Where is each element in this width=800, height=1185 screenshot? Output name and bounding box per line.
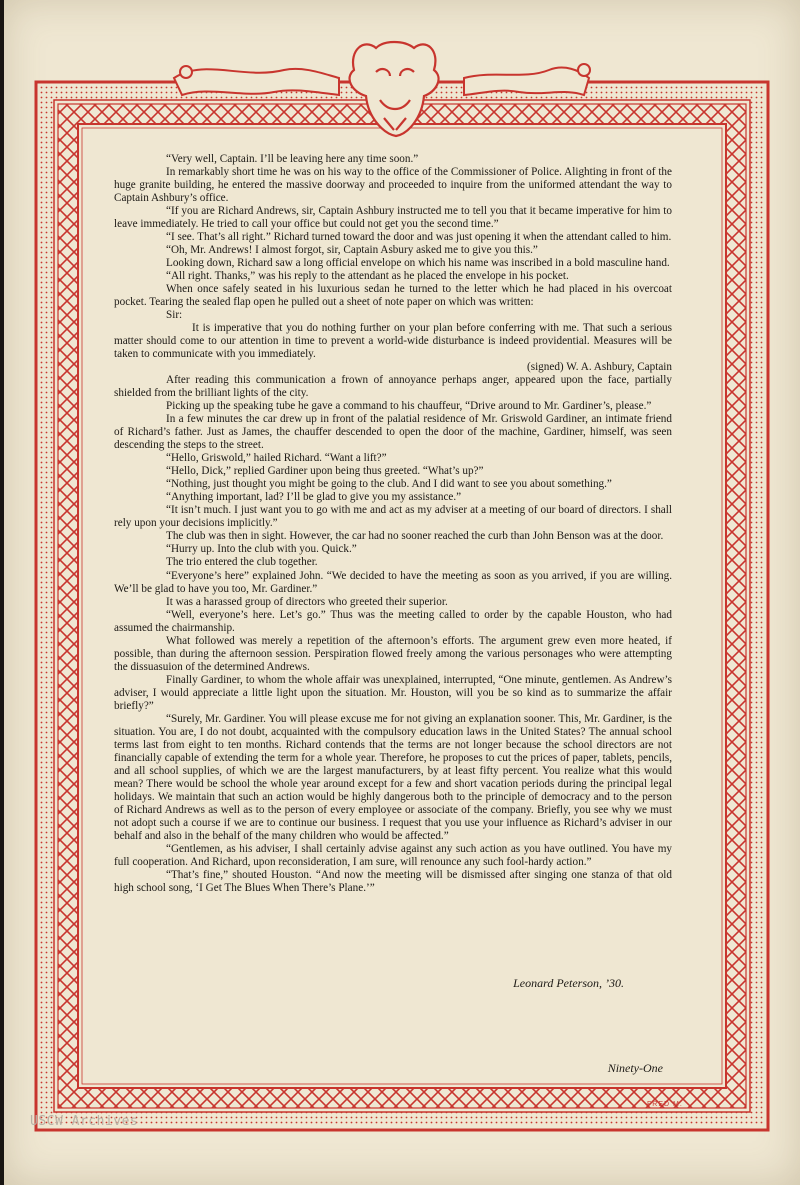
- paragraph: “I see. That’s all right.” Richard turned toward the door and was just opening it when the attendant called to him.: [166, 231, 672, 244]
- paragraph: “Hello, Dick,” replied Gardiner upon being thus greeted. “What’s up?”: [166, 465, 484, 478]
- paragraph: The club was then in sight. However, the car had no sooner reached the curb than John Benson was at the door.: [166, 530, 664, 543]
- page: [4, 0, 800, 1185]
- artist-signature: FRED M.: [647, 1101, 683, 1108]
- paragraph: “Anything important, lad? I’ll be glad to give you my assistance.”: [166, 491, 462, 504]
- paragraph: After reading this communication a frown of annoyance perhaps anger, appeared upon the face, partially shielded from the brilliant lights of the city.: [114, 374, 672, 400]
- paragraph: “Everyone’s here” explained John. “We decided to have the meeting as soon as you arrived, if you are willing. We’ll be glad to have you too, Mr. Gardiner.”: [114, 569, 672, 595]
- letter-signature: (signed) W. A. Ashbury, Captain: [526, 361, 672, 374]
- paragraph: “Well, everyone’s here. Let’s go.” Thus was the meeting called to order by the capable Houston, who had assumed the chairmanship.: [114, 608, 672, 634]
- page-number: Ninety-One: [607, 1061, 663, 1075]
- paragraph: “All right. Thanks,” was his reply to the attendant as he placed the envelope in his pocket.: [166, 270, 569, 283]
- paragraph: “Oh, Mr. Andrews! I almost forgot, sir, Captain Asbury asked me to give you this.”: [166, 244, 538, 257]
- paragraph: The trio entered the club together.: [166, 556, 318, 569]
- paragraph: “Hello, Griswold,” hailed Richard. “Want a lift?”: [166, 452, 387, 465]
- story-text: [114, 153, 672, 895]
- paragraph: “That’s fine,” shouted Houston. “And now the meeting will be dismissed after singing one stanza of that old high school song, ‘I Get The Blues When There’s Plane.’”: [114, 868, 672, 894]
- paragraph: “Very well, Captain. I’ll be leaving here any time soon.”: [166, 153, 419, 165]
- paragraph: “Surely, Mr. Gardiner. You will please excuse me for not giving an explanation sooner. This, Mr. Gardiner, is the situation. You are, I do not doubt, acquainted with the compulsory education laws in the United States? The annual school terms last from eight to ten months. Richard contends that the terms are not longer because the school directors are not financially capable of extending the term for a whole year. Therefore, he proposes to cut the prices of paper, tablets, pencils, and all school supplies, of which we are the largest manufacturers, by at least fifty percent. You realize what this would mean? There would be school the whole year around except for a few and short vacation periods during the principal legal holidays. We maintain that such an action would be highly dangerous both to the principle of democracy and to the person of Richard Andrews as well as to the person of every employee or associate of the company. Briefly, you see why we must not adopt such a course if we are to continue our business. I request that you use your influence as Richard’s adviser in our behalf and also in the behalf of the many children who would be affected.”: [114, 712, 672, 842]
- paragraph: Picking up the speaking tube he gave a command to his chauffeur, “Drive around to Mr. Gardiner’s, please.”: [166, 400, 652, 413]
- archive-watermark: USCW Archives: [30, 1114, 139, 1129]
- paragraph: “Gentlemen, as his adviser, I shall certainly advise against any such action as you have outlined. You have my full cooperation. And Richard, upon reconsideration, I am sure, will renounce any such fool-hardy action.”: [114, 842, 672, 868]
- letter-salutation: Sir:: [166, 309, 183, 322]
- paragraph: “Nothing, just thought you might be going to the club. And I did want to see you about something.”: [166, 478, 612, 491]
- paragraph: “If you are Richard Andrews, sir, Captain Ashbury instructed me to tell you that it became imperative for him to leave immediately. He tried to call your office but could not get you the second time.”: [114, 205, 672, 231]
- author-credit: Leonard Peterson, ’30.: [513, 976, 624, 990]
- paragraph: In a few minutes the car drew up in front of the palatial residence of Mr. Griswold Gardiner, an intimate friend of Richard’s father. Just as James, the chauffer descended to open the door of the machine, Gardiner, himself, was seen descending the steps to the street.: [114, 413, 672, 452]
- paragraph: In remarkably short time he was on his way to the office of the Commissioner of Police. Alighting in front of the huge granite building, he entered the massive doorway and proceeded to inquire from the uniformed attendant the way to Captain Ashbury’s office.: [114, 166, 672, 205]
- paragraph: “It isn’t much. I just want you to go with me and act as my adviser at a meeting of our board of directors. I shall rely upon your decisions implicitly.”: [114, 504, 672, 530]
- paragraph: Finally Gardiner, to whom the whole affair was unexplained, interrupted, “One minute, gentlemen. As Andrew’s adviser, I would appreciate a little light upon the situation. Mr. Houston, will you be so kind as to summarize the affair briefly?”: [114, 673, 672, 712]
- letter-body: It is imperative that you do nothing further on your plan before conferring with me. That such a serious matter should come to our attention in time to prevent a world-wide disturbance is indeed providential. Measures will be taken to communicate with you immediately.: [114, 322, 672, 361]
- paragraph: It was a harassed group of directors who greeted their superior.: [166, 595, 448, 608]
- paragraph: When once safely seated in his luxurious sedan he turned to the letter which he had placed in his overcoat pocket. Tearing the sealed flap open he pulled out a sheet of note paper on which was written:: [114, 283, 672, 309]
- paragraph: What followed was merely a repetition of the afternoon’s efforts. The argument grew even more heated, if possible, than during the afternoon session. Perspiration flowed freely among the various personages who were attempting the dissuasuion of the determined Andrews.: [114, 634, 672, 673]
- paragraph: Looking down, Richard saw a long official envelope on which his name was inscribed in a bold masculine hand.: [166, 257, 670, 270]
- paragraph: “Hurry up. Into the club with you. Quick.”: [166, 543, 357, 556]
